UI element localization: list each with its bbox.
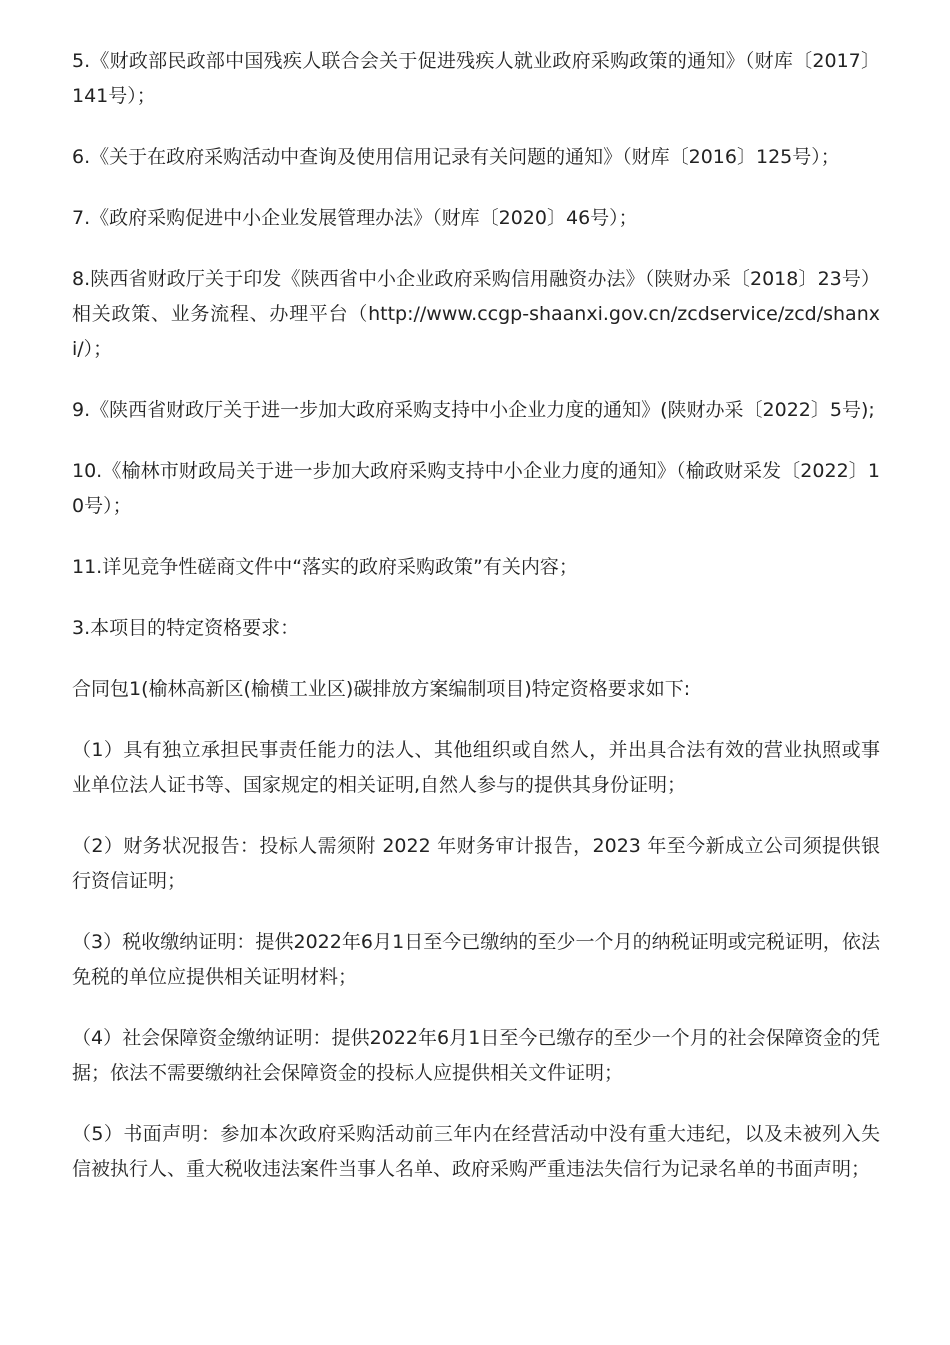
requirement-item-4: （4）社会保障资金缴纳证明：提供2022年6月1日至今已缴存的至少一个月的社会保障资金的凭据；依法不需要缴纳社会保障资金的投标人应提供相关文件证明； — [72, 1027, 880, 1084]
paragraph-policy-11: 11.详见竞争性磋商文件中“落实的政府采购政策”有关内容； — [72, 556, 578, 578]
paragraph-policy-6: 6.《关于在政府采购活动中查询及使用信用记录有关问题的通知》（财库〔2016〕125号）； — [72, 146, 840, 168]
requirement-item-2: （2）财务状况报告：投标人需须附 2022 年财务审计报告，2023 年至今新成立公司须提供银行资信证明； — [72, 835, 880, 892]
paragraph-contract-package-1: 合同包1(榆林高新区(榆横工业区)碳排放方案编制项目)特定资格要求如下: — [72, 678, 691, 700]
requirement-item-5: （5）书面声明：参加本次政府采购活动前三年内在经营活动中没有重大违纪，以及未被列入失信被执行人、重大税收违法案件当事人名单、政府采购严重违法失信行为记录名单的书面声明； — [72, 1123, 880, 1180]
requirement-item-3: （3）税收缴纳证明：提供2022年6月1日至今已缴纳的至少一个月的纳税证明或完税证明，依法免税的单位应提供相关证明材料； — [72, 931, 880, 988]
section-heading-qualifications: 3.本项目的特定资格要求： — [72, 617, 300, 639]
paragraph-policy-5: 5.《财政部民政部中国残疾人联合会关于促进残疾人就业政府采购政策的通知》（财库〔2017〕141号）； — [72, 50, 880, 107]
paragraph-policy-7: 7.《政府采购促进中小企业发展管理办法》（财库〔2020〕46号）； — [72, 207, 638, 229]
paragraph-policy-8: 8.陕西省财政厅关于印发《陕西省中小企业政府采购信用融资办法》（陕财办采〔2018〕23号）相关政策、业务流程、办理平台（http://www.ccgp-shaanxi.gov.cn/zcdservice/zcd/shanxi/）； — [72, 268, 880, 360]
requirement-item-1: （1）具有独立承担民事责任能力的法人、其他组织或自然人，并出具合法有效的营业执照或事业单位法人证书等、国家规定的相关证明,自然人参与的提供其身份证明； — [72, 739, 880, 796]
paragraph-policy-10: 10.《榆林市财政局关于进一步加大政府采购支持中小企业力度的通知》（榆政财采发〔2022〕10号）； — [72, 460, 880, 517]
document-body — [72, 44, 880, 1213]
paragraph-policy-9: 9.《陕西省财政厅关于进一步加大政府采购支持中小企业力度的通知》(陕财办采〔2022〕5号); — [72, 399, 875, 421]
